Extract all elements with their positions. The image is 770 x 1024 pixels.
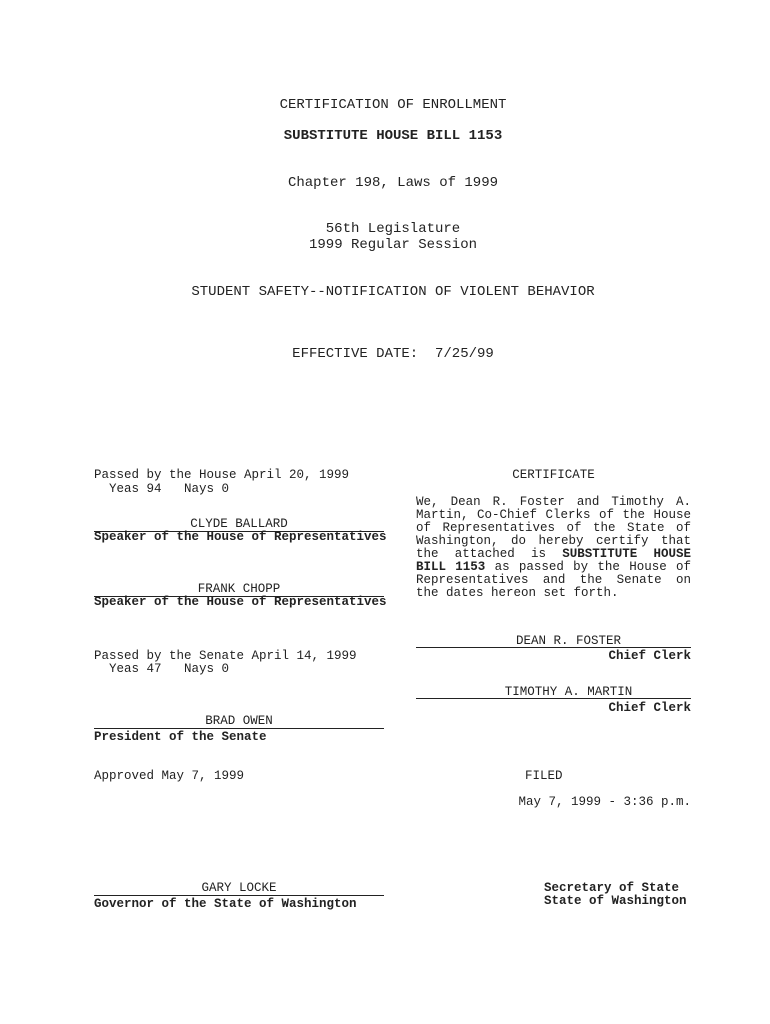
president-name: BRAD OWEN xyxy=(205,714,273,728)
governor-name: GARY LOCKE xyxy=(201,881,277,895)
secretary-state: State of Washington xyxy=(544,894,687,908)
filed-date: May 7, 1999 - 3:36 p.m. xyxy=(518,795,691,809)
senate-passed: Passed by the Senate April 14, 1999 xyxy=(94,649,357,663)
speaker1-name: CLYDE BALLARD xyxy=(190,517,288,531)
senate-votes: Yeas 47 Nays 0 xyxy=(94,662,230,676)
chapter-line: Chapter 198, Laws of 1999 xyxy=(287,175,499,191)
certificate-bill-ref: SUBSTITUTE HOUSE BILL 1153 xyxy=(416,547,691,574)
house-votes: Yeas 94 Nays 0 xyxy=(94,482,230,496)
approved-date: Approved May 7, 1999 xyxy=(94,769,245,783)
certificate-text-before: We, Dean R. Foster and Timothy A. Martin, Co-Chief Clerks of the House of Representatives of the State of Washington, do hereby certify that the attached is xyxy=(416,495,691,561)
signature-line xyxy=(94,895,384,896)
bill-title: SUBSTITUTE HOUSE BILL 1153 xyxy=(283,128,503,144)
certificate-heading: CERTIFICATE xyxy=(512,468,595,482)
legislature-line: 56th Legislature xyxy=(325,221,461,237)
session-line: 1999 Regular Session xyxy=(308,237,478,253)
signature-line xyxy=(416,647,691,648)
filed-label: FILED xyxy=(525,769,563,783)
certification-title: CERTIFICATION OF ENROLLMENT xyxy=(279,97,507,113)
speaker2-title: Speaker of the House of Representatives xyxy=(94,595,387,609)
secretary-title: Secretary of State xyxy=(544,881,680,895)
subject-line: STUDENT SAFETY--NOTIFICATION OF VIOLENT BEHAVIOR xyxy=(191,284,595,300)
signature-line xyxy=(94,728,384,729)
clerk1-title: Chief Clerk xyxy=(608,649,691,663)
effective-date: EFFECTIVE DATE: 7/25/99 xyxy=(292,346,494,362)
governor-title: Governor of the State of Washington xyxy=(94,897,357,911)
house-passed: Passed by the House April 20, 1999 xyxy=(94,468,350,482)
certificate-body xyxy=(416,496,691,600)
clerk1-name: DEAN R. FOSTER xyxy=(515,634,622,648)
certificate-text-after: as passed by the House of Representatives and the Senate on the dates hereon set forth. xyxy=(416,560,691,600)
speaker2-name: FRANK CHOPP xyxy=(197,582,281,596)
signature-line xyxy=(416,698,691,699)
speaker1-title: Speaker of the House of Representatives xyxy=(94,530,387,544)
clerk2-title: Chief Clerk xyxy=(608,701,691,715)
clerk2-name: TIMOTHY A. MARTIN xyxy=(504,685,633,699)
president-title: President of the Senate xyxy=(94,730,267,744)
